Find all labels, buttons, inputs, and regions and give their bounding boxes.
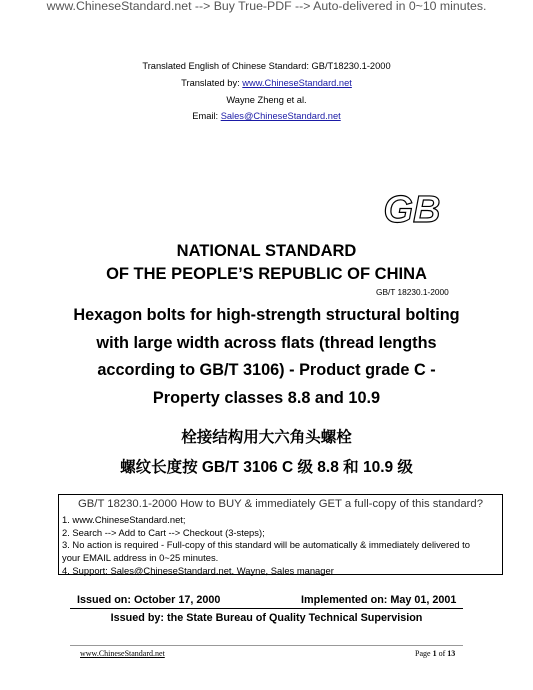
buy-step-item: 2. Search --> Add to Cart --> Checkout (3-steps); [62,526,265,538]
prc-heading: OF THE PEOPLE’S REPUBLIC OF CHINA [106,265,427,283]
page-number: 1 [432,649,437,658]
issued-by-line: Issued by: the State Bureau of Quality Technical Supervision [110,612,423,624]
issued-on-date: Issued on: October 17, 2000 [77,594,221,606]
gb-logo-text: GB [383,189,441,227]
english-title [40,302,493,412]
buy-box-heading: GB/T 18230.1-2000 How to BUY & immediately GET a full-copy of this standard? [77,498,483,510]
buy-info-box [58,494,503,575]
buy-step-item: 4. Support: Sales@ChineseStandard.net. Wayne, Sales manager [62,564,334,576]
english-title-line: according to GB/T 3106) - Product grade C - [97,361,436,379]
national-standard-heading: NATIONAL STANDARD [176,242,357,260]
translated-by-prefix: Translated by: [181,78,243,88]
footer-website-link[interactable] [80,649,165,658]
page-mid: of [436,649,448,658]
translator-names: Wayne Zheng et al. [226,95,307,105]
email-link[interactable]: Sales@ChineseStandard.net [220,111,341,121]
footer-website-text: www.ChineseStandard.net [80,649,165,658]
top-banner: www.ChineseStandard.net --> Buy True-PDF --> Auto-delivered in 0~10 minutes. [46,0,487,13]
buy-step-item: 1. www.ChineseStandard.net; [62,514,186,525]
english-title-line: Hexagon bolts for high-strength structural bolting [73,306,460,324]
email-prefix: Email: [192,111,221,121]
issued-divider [70,608,463,609]
footer-divider [70,645,463,646]
page-total: 13 [447,649,456,658]
buy-step-item: your EMAIL address in 0~25 minutes. [62,552,219,564]
english-title-line: Property classes 8.8 and 10.9 [152,388,381,407]
translated-by-line [0,78,533,88]
chinese-title-line-2: 螺纹长度按 GB/T 3106 C 级 8.8 和 10.9 级 [120,459,413,476]
buy-steps-list [62,514,470,578]
gb-logo-icon [383,189,441,227]
email-line [0,111,533,121]
translated-line: Translated English of Chinese Standard: GB/T18230.1-2000 [142,61,391,71]
page-indicator [415,649,455,658]
page-prefix: Page [415,649,433,658]
english-title-line: with large width across flats (thread lengths [96,333,437,352]
standard-number: GB/T 18230.1-2000 [376,287,449,297]
implemented-on-date: Implemented on: May 01, 2001 [301,594,457,606]
translator-link[interactable]: www.ChineseStandard.net [242,78,352,88]
buy-step-item: 3. No action is required - Full-copy of this standard will be automatically & immediately delivered to [62,539,470,551]
chinese-title-line-1: 栓接结构用大六角头螺栓 [181,429,352,446]
